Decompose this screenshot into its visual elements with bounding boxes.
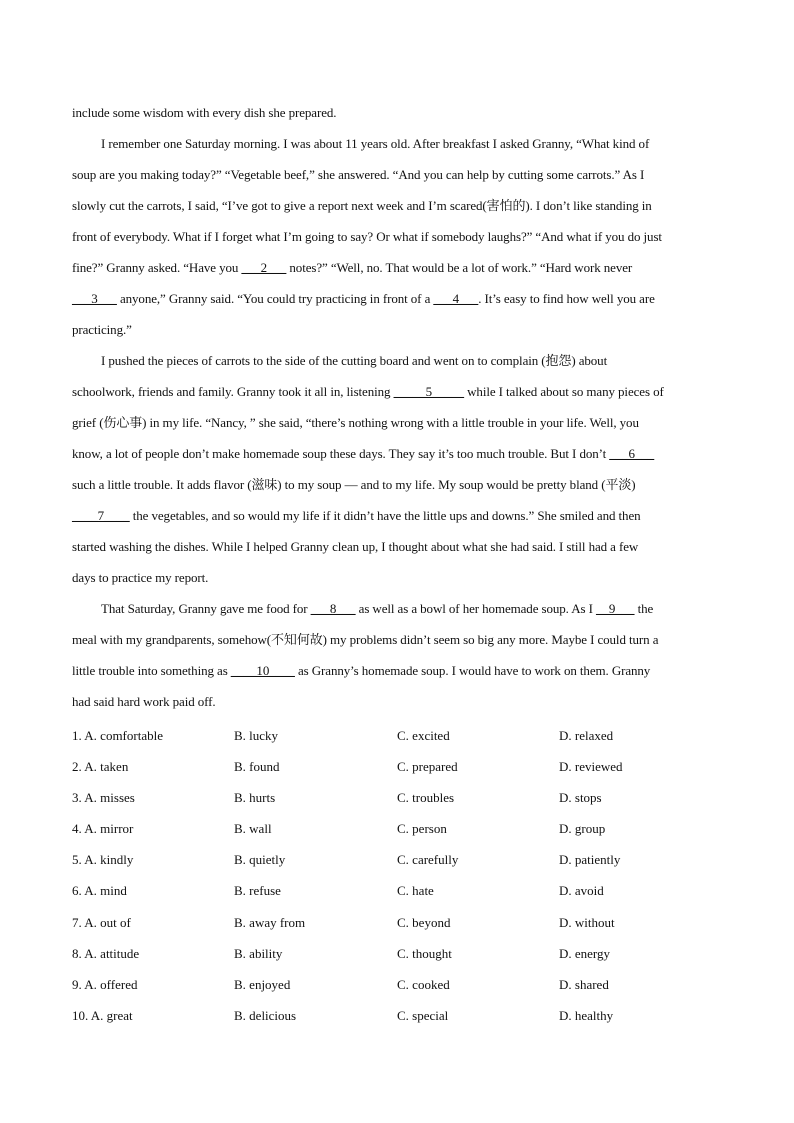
blank-3: ___3___ xyxy=(72,291,117,306)
passage-line: schoolwork, friends and family. Granny took it all in, listening _____5_____ while I talked about so many pieces of xyxy=(72,384,664,399)
option-d: D. energy xyxy=(559,945,611,961)
option-b: B. enjoyed xyxy=(234,976,291,992)
option-b: B. wall xyxy=(234,821,272,837)
question-row xyxy=(72,786,722,817)
passage-line: little trouble into something as ____10____ as Granny’s homemade soup. I would have to work on them. Granny xyxy=(72,663,651,678)
passage-line: grief (伤心事) in my life. “Nancy, ” she said, “there’s nothing wrong with a little trouble in your life. Well, you xyxy=(72,415,639,430)
option-b: B. delicious xyxy=(234,1007,297,1023)
option-d: D. avoid xyxy=(559,883,604,899)
passage-line: know, a lot of people don’t make homemade soup these days. They say it’s too much trouble. But I don’t ___6___ xyxy=(72,446,655,461)
option-a: 9. A. offered xyxy=(72,976,138,992)
passage-line: such a little trouble. It adds flavor (滋味) to my soup — and to my life. My soup would be pretty bland (平淡) xyxy=(72,477,636,492)
option-b: B. quietly xyxy=(234,852,286,868)
option-b: B. refuse xyxy=(234,883,281,899)
option-a: 8. A. attitude xyxy=(72,945,140,961)
blank-6: ___6___ xyxy=(609,446,655,461)
passage-line: soup are you making today?” “Vegetable beef,” she answered. “And you can help by cutting some carrots.” As I xyxy=(72,167,645,182)
question-row xyxy=(72,1004,722,1035)
blank-2: ___2___ xyxy=(241,260,287,275)
passage-line: include some wisdom with every dish she prepared. xyxy=(72,105,337,120)
blank-8: ___8___ xyxy=(310,601,356,616)
option-c: C. beyond xyxy=(397,914,451,930)
passage-line: ____7____ the vegetables, and so would my life if it didn’t have the little ups and downs.” She smiled and then xyxy=(72,508,641,523)
option-c: C. cooked xyxy=(397,976,450,992)
question-row xyxy=(72,848,722,879)
passage-line: slowly cut the carrots, I said, “I’ve got to give a report next week and I’m scared(害怕的). I don’t like standing in xyxy=(72,198,652,213)
question-row xyxy=(72,942,722,973)
option-d: D. relaxed xyxy=(559,728,614,743)
passage-line: days to practice my report. xyxy=(72,570,209,585)
question-row xyxy=(72,911,722,942)
passage-line: ___3___ anyone,” Granny said. “You could try practicing in front of a ___4___. It’s easy to find how well you are xyxy=(72,291,655,306)
option-c: C. special xyxy=(397,1007,449,1023)
question-row xyxy=(72,879,722,910)
option-d: D. without xyxy=(559,914,615,930)
option-b: B. ability xyxy=(234,945,283,961)
option-c: C. troubles xyxy=(397,790,455,806)
option-a: 5. A. kindly xyxy=(72,852,134,868)
answer-options xyxy=(72,724,722,1035)
option-c: C. carefully xyxy=(397,852,459,868)
option-a: 10. A. great xyxy=(72,1007,133,1023)
option-d: D. stops xyxy=(559,790,602,806)
question-row xyxy=(72,973,722,1004)
option-c: C. hate xyxy=(397,883,434,899)
passage xyxy=(72,97,720,717)
passage-line: started washing the dishes. While I helped Granny clean up, I thought about what she had said. I still had a few xyxy=(72,539,639,554)
option-d: D. shared xyxy=(559,976,609,992)
option-c: C. prepared xyxy=(397,759,458,775)
passage-line: I pushed the pieces of carrots to the side of the cutting board and went on to complain (抱怨) about xyxy=(101,353,608,368)
option-d: D. healthy xyxy=(559,1007,614,1023)
question-row xyxy=(72,755,722,786)
blank-9: __9___ xyxy=(596,601,635,616)
option-b: B. lucky xyxy=(234,728,279,743)
option-d: D. group xyxy=(559,821,606,837)
option-a: 3. A. misses xyxy=(72,790,135,806)
option-a: 2. A. taken xyxy=(72,759,129,775)
option-a: 7. A. out of xyxy=(72,914,131,930)
blank-4: ___4___ xyxy=(433,291,479,306)
passage-line: I remember one Saturday morning. I was about 11 years old. After breakfast I asked Granny, “What kind of xyxy=(101,136,650,151)
option-c: C. excited xyxy=(397,728,450,743)
option-b: B. hurts xyxy=(234,790,276,806)
passage-line: meal with my grandparents, somehow(不知何故) my problems didn’t seem so big any more. Maybe I could turn a xyxy=(72,632,659,647)
passage-line: That Saturday, Granny gave me food for ___8___ as well as a bowl of her homemade soup. As I __9___ the xyxy=(101,601,654,616)
passage-line: had said hard work paid off. xyxy=(72,694,216,709)
option-b: B. found xyxy=(234,759,280,775)
question-row xyxy=(72,724,722,755)
question-row xyxy=(72,817,722,848)
option-a: 6. A. mind xyxy=(72,883,127,899)
option-b: B. away from xyxy=(234,914,306,930)
option-a: 4. A. mirror xyxy=(72,821,134,837)
blank-7: ____7____ xyxy=(72,508,130,523)
option-d: D. patiently xyxy=(559,852,621,868)
option-a: 1. A. comfortable xyxy=(72,728,163,743)
option-c: C. thought xyxy=(397,945,452,961)
blank-10: ____10____ xyxy=(230,663,295,678)
option-d: D. reviewed xyxy=(559,759,623,775)
passage-line: front of everybody. What if I forget what I’m going to say? Or what if somebody laughs?” “And what if you do just xyxy=(72,229,662,244)
passage-line: practicing.” xyxy=(72,322,132,337)
blank-5: _____5_____ xyxy=(393,384,464,399)
option-c: C. person xyxy=(397,821,447,837)
passage-line: fine?” Granny asked. “Have you ___2___ notes?” “Well, no. That would be a lot of work.” “Hard work never xyxy=(72,260,633,275)
